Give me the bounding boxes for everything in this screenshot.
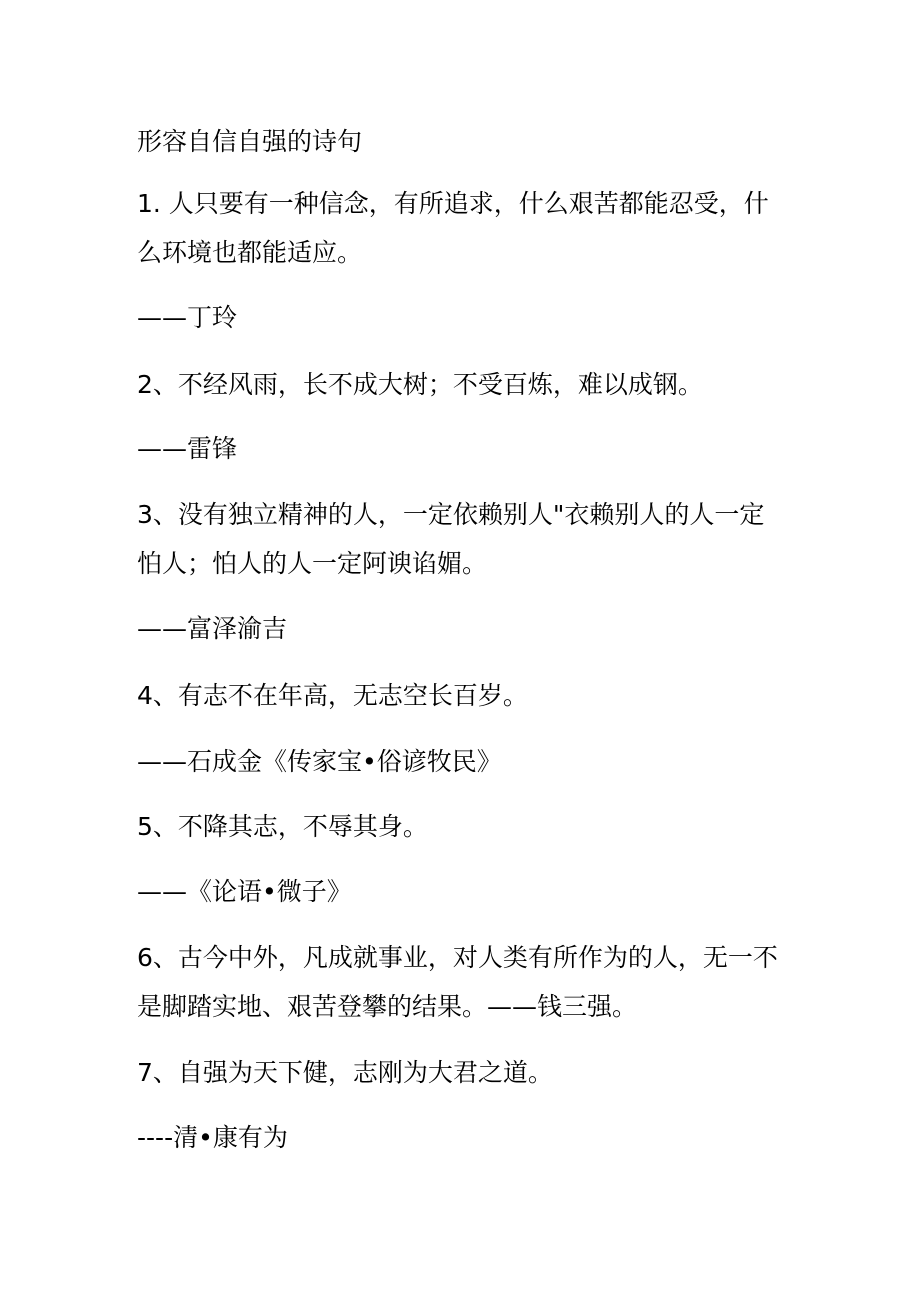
entry-6-line-2: 是脚踏实地、艰苦登攀的结果。——钱三强。 <box>137 992 638 1021</box>
entry-3-line-1: 3、没有独立精神的人，一定依赖别人"衣赖别人的人一定 <box>137 500 765 529</box>
entry-6-line-1: 6、古今中外，凡成就事业，对人类有所作为的人，无一不 <box>137 943 778 972</box>
entry-3-line-2: 怕人；怕人的人一定阿谀谄媚。 <box>137 549 488 578</box>
entry-7-attribution: ----清•康有为 <box>137 1123 288 1152</box>
entry-5-line-1: 5、不降其志，不辱其身。 <box>137 812 428 841</box>
entry-2-attribution: ——雷锋 <box>137 434 238 463</box>
entry-1-line-1: 1. 人只要有一种信念，有所追求，什么艰苦都能忍受，什 <box>137 189 769 218</box>
entry-4-line-1: 4、有志不在年高，无志空长百岁。 <box>137 681 528 710</box>
entry-3-attribution: ——富泽渝吉 <box>137 614 288 643</box>
entry-1-attribution: ——丁玲 <box>137 303 238 332</box>
entry-7-line-1: 7、自强为天下健，志刚为大君之道。 <box>137 1058 553 1087</box>
entry-2-line-1: 2、不经风雨，长不成大树；不受百炼，难以成钢。 <box>137 370 703 399</box>
entry-5-attribution: ——《论语•微子》 <box>137 877 352 906</box>
entry-4-attribution: ——石成金《传家宝•俗谚牧民》 <box>137 747 502 776</box>
document-title: 形容自信自强的诗句 <box>137 127 363 156</box>
entry-1-line-2: 么环境也都能适应。 <box>137 238 363 267</box>
